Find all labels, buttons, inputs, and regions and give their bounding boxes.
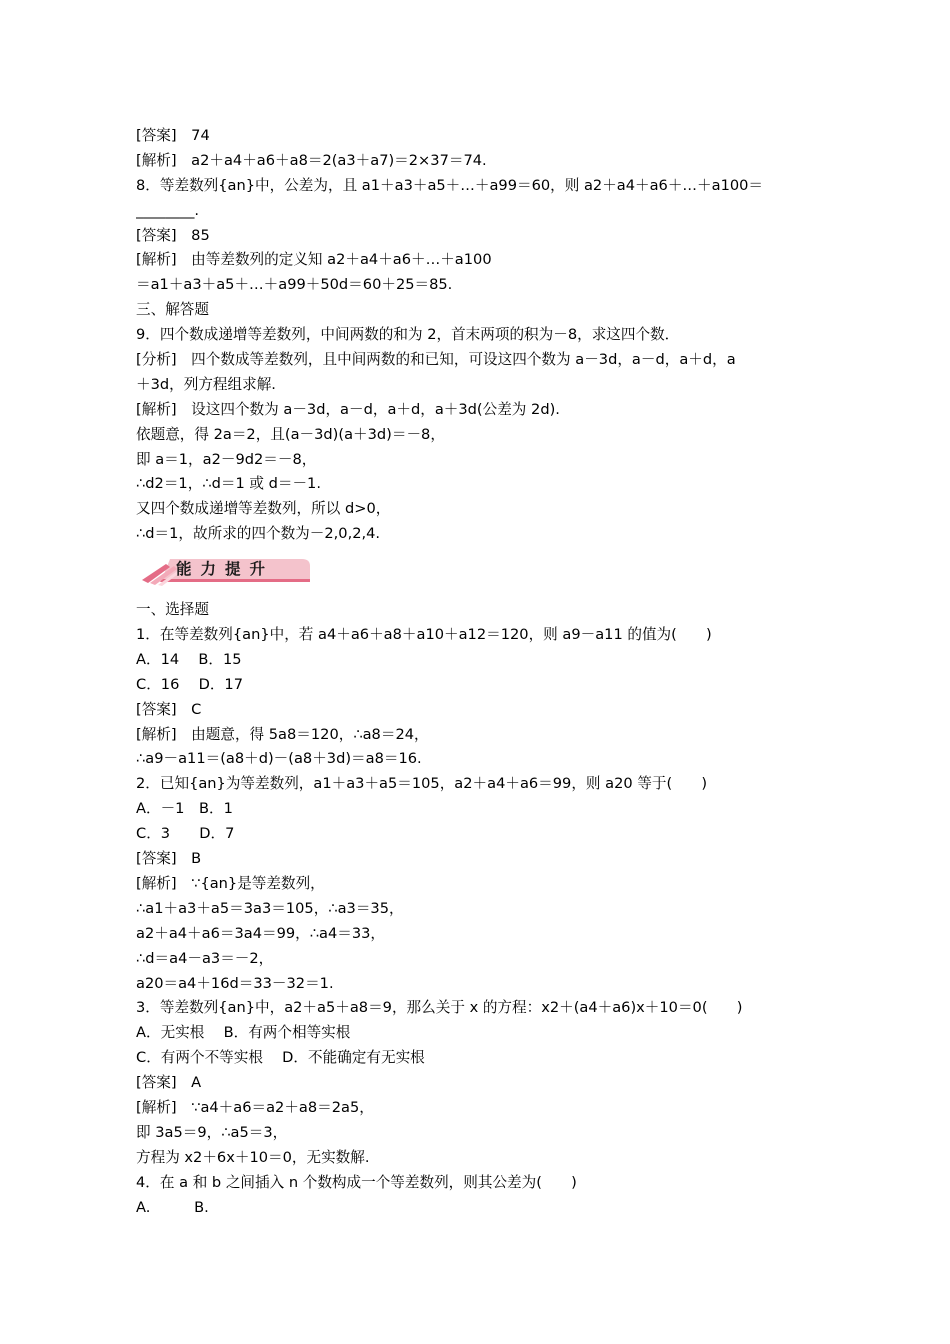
text-line: A. B. xyxy=(136,1198,209,1216)
text-line: C．有两个不等实根 D．不能确定有无实根 xyxy=(136,1049,425,1067)
document-body xyxy=(136,124,826,1220)
section-banner xyxy=(140,552,312,588)
text-line: ________. xyxy=(136,201,200,219)
text-line: [解析] 设这四个数为 a－3d，a－d，a＋d，a＋3d(公差为 2d). xyxy=(136,400,560,418)
text-line: a2＋a4＋a6＝3a4＝99，∴a4＝33， xyxy=(136,924,386,942)
text-line: A．－1 B．1 xyxy=(136,800,233,818)
text-line: 即 3a5＝9，∴a5＝3， xyxy=(136,1123,288,1141)
text-line: 即 a＝1，a2－9d2＝－8， xyxy=(136,450,317,468)
text-line: [解析] 由题意，得 5a8＝120，∴a8＝24， xyxy=(136,725,429,743)
text-line: ＋3d，列方程组求解. xyxy=(136,375,276,393)
text-line: [分析] 四个数成等差数列，且中间两数的和已知，可设这四个数为 a－3d，a－d，a＋d，a xyxy=(136,351,736,369)
text-line: C．16 D．17 xyxy=(136,675,243,693)
text-line: A．无实根 B．有两个相等实根 xyxy=(136,1024,351,1042)
text-line: ∴d＝1，故所求的四个数为－2,0,2,4. xyxy=(136,525,381,543)
text-block-lower xyxy=(136,598,826,1220)
text-line: 9．四个数成递增等差数列，中间两数的和为 2，首末两项的积为－8，求这四个数． xyxy=(136,326,680,344)
text-line: A．14 B．15 xyxy=(136,650,242,668)
text-line: [答案] 85 xyxy=(136,226,210,244)
text-line: [答案] B xyxy=(136,850,202,868)
text-line: [解析] ∵{an}是等差数列， xyxy=(136,874,325,892)
section-banner-row xyxy=(136,547,826,596)
banner-title: 能力提升 xyxy=(176,560,275,579)
text-line: 方程为 x2＋6x＋10＝0，无实数解. xyxy=(136,1148,370,1166)
text-line: [解析] 由等差数列的定义知 a2＋a4＋a6＋…＋a100 xyxy=(136,251,492,269)
text-line: 2．已知{an}为等差数列，a1＋a3＋a5＝105，a2＋a4＋a6＝99，则 a20 等于( ) xyxy=(136,775,708,793)
text-line: 3．等差数列{an}中，a2＋a5＋a8＝9，那么关于 x 的方程：x2＋(a4＋a6)x＋10＝0( ) xyxy=(136,999,743,1017)
section-heading: 一、选择题 xyxy=(136,601,209,619)
text-line: [答案] C xyxy=(136,700,202,718)
text-line: ∴a1＋a3＋a5＝3a3＝105，∴a3＝35， xyxy=(136,899,404,917)
text-line: a20＝a4＋16d＝33－32＝1. xyxy=(136,974,334,992)
text-line: C．3 D．7 xyxy=(136,825,235,843)
text-line: ∴a9－a11＝(a8＋d)－(a8＋3d)＝a8＝16. xyxy=(136,750,422,768)
text-block-upper xyxy=(136,124,826,547)
text-line: ＝a1＋a3＋a5＋…＋a99＋50d＝60＋25＝85. xyxy=(136,276,453,294)
text-line: [答案] A xyxy=(136,1074,202,1092)
text-line: [答案] 74 xyxy=(136,127,210,144)
text-line: 4．在 a 和 b 之间插入 n 个数构成一个等差数列，则其公差为( ) xyxy=(136,1173,577,1191)
section-heading: 三、解答题 xyxy=(136,301,209,319)
text-line: ∴d2＝1，∴d＝1 或 d＝－1. xyxy=(136,475,321,493)
text-line: [解析] a2＋a4＋a6＋a8＝2(a3＋a7)＝2×37＝74. xyxy=(136,151,487,169)
text-line: 依题意，得 2a＝2，且(a－3d)(a＋3d)＝－8， xyxy=(136,425,445,443)
text-line: 8．等差数列{an}中，公差为，且 a1＋a3＋a5＋…＋a99＝60，则 a2＋a4＋a6＋…＋a100＝ xyxy=(136,176,764,194)
text-line: 1．在等差数列{an}中，若 a4＋a6＋a8＋a10＋a12＝120，则 a9－a11 的值为( ) xyxy=(136,626,712,644)
text-line: ∴d＝a4－a3＝－2， xyxy=(136,949,274,967)
text-line: [解析] ∵a4＋a6＝a2＋a8＝2a5， xyxy=(136,1098,374,1116)
text-line: 又四个数成递增等差数列，所以 d>0， xyxy=(136,500,391,518)
